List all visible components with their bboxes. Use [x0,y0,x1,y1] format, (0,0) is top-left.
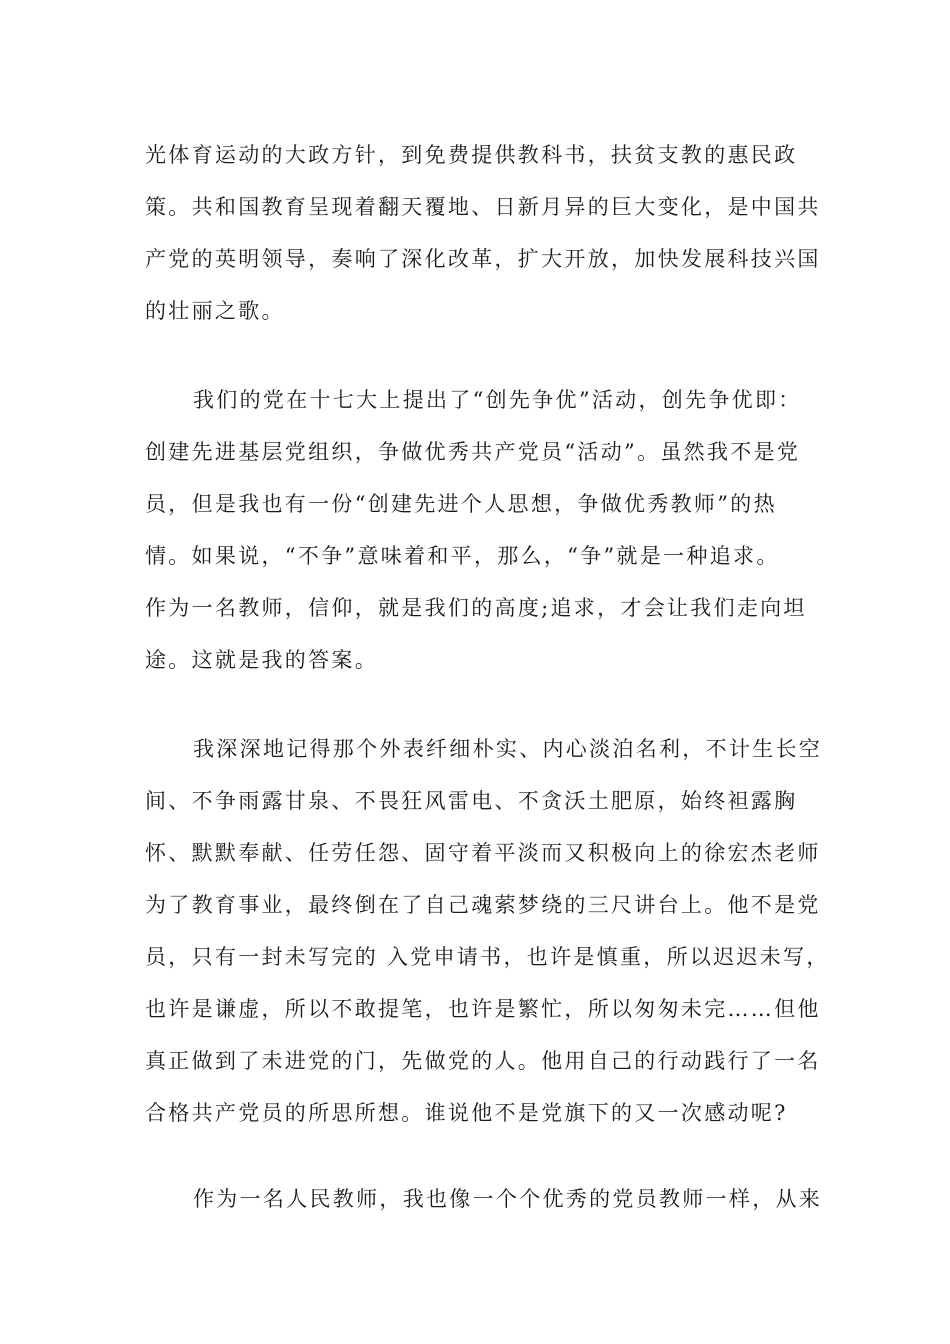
text-line: 员，但是我也有一份“创建先进个人思想，争做优秀教师”的热 [145,492,777,516]
text-line: 创建先进基层党组织，争做优秀共产党员“活动”。虽然我不是党 [145,440,801,464]
text-line: 作为一名人民教师，我也像一个个优秀的党员教师一样，从来 [193,1187,823,1211]
paragraph-4 [145,1173,823,1225]
text-line: 合格共产党员的所思所想。谁说他不是党旗下的又一次感动呢? [145,1101,788,1125]
paragraph-3 [145,723,830,1139]
text-line: 策。共和国教育呈现着翻天覆地、日新月异的巨大变化，是中国共 [145,195,821,219]
text-line: 也许是谦虚，所以不敢提笔，也许是繁忙，所以匆匆未完……但他 [145,997,821,1021]
text-line: 间、不争雨露甘泉、不畏狂风雷电、不贪沃土肥原，始终袒露胸 [145,789,798,813]
text-line: 怀、默默奉献、任劳任怨、固守着平淡而又积极向上的徐宏杰老师 [145,841,821,865]
paragraph-1 [145,129,821,337]
text-line: 我们的党在十七大上提出了“创先争优”活动，创先争优即： [193,388,802,412]
text-line: 产党的英明领导，奏响了深化改革，扩大开放，加快发展科技兴国 [145,247,821,271]
paragraph-2 [145,374,805,686]
text-line: 情。如果说，“不争”意味着和平，那么，“争”就是一种追求。 [145,544,780,568]
text-line: 途。这就是我的答案。 [145,648,378,672]
text-line: 光体育运动的大政方针，到免费提供教科书，扶贫支教的惠民政 [145,143,798,167]
text-line: 我深深地记得那个外表纤细朴实、内心淡泊名利，不计生长空 [193,737,823,761]
text-line: 作为一名教师，信仰，就是我们的高度;追求，才会让我们走向坦 [145,596,807,620]
text-line: 真正做到了未进党的门，先做党的人。他用自己的行动践行了一名 [145,1049,821,1073]
text-line: 的壮丽之歌。 [145,299,285,323]
text-line: 为了教育事业，最终倒在了自己魂萦梦绕的三尺讲台上。他不是党 [145,893,821,917]
text-line: 员，只有一封未写完的 入党申请书，也许是慎重，所以迟迟未写， [145,945,830,969]
